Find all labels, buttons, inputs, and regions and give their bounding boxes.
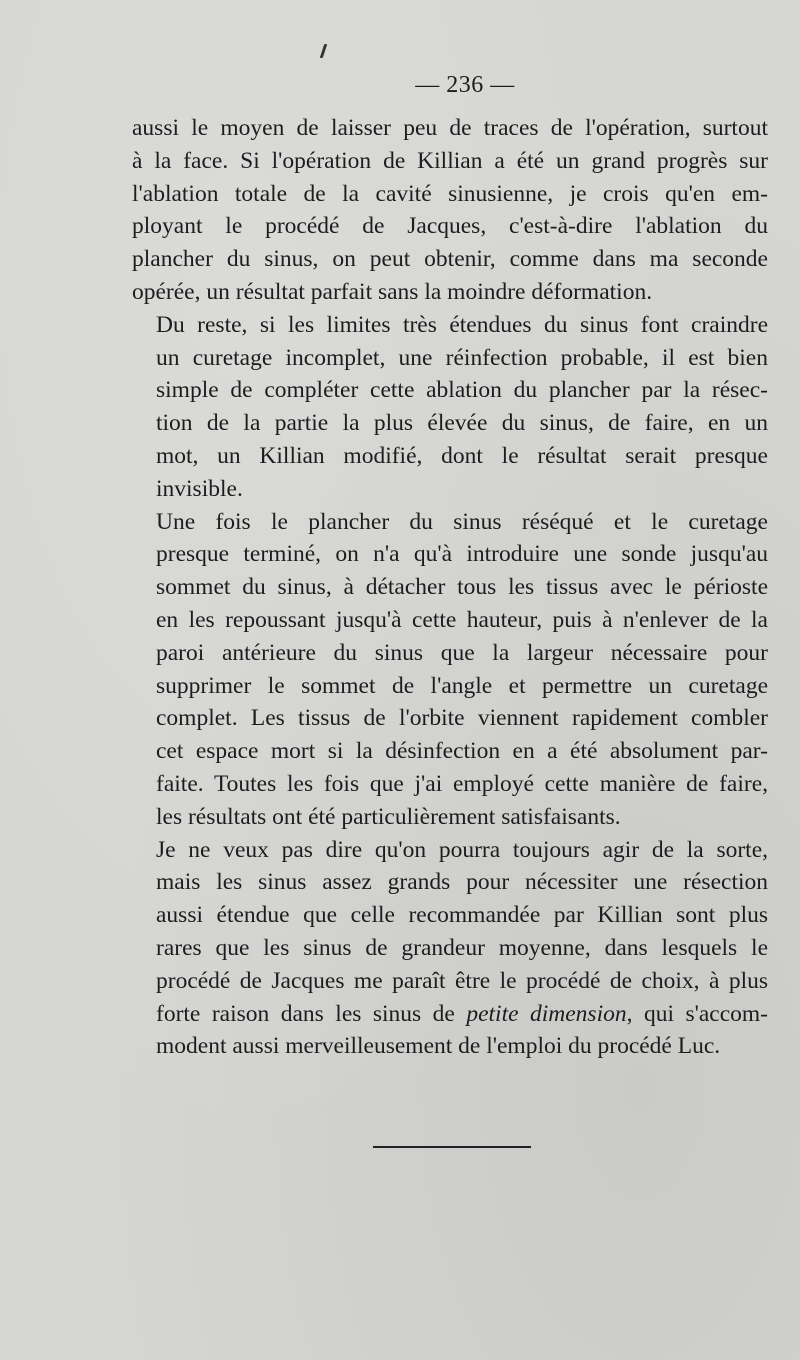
- text-line: procédé de Jacques me paraît être le procédé de choix, à plus: [156, 967, 768, 994]
- paragraph: [132, 309, 768, 506]
- text-line: aussi étendue que celle recommandée par Killian sont plus: [156, 902, 768, 929]
- text-line: supprimer le sommet de l'angle et permettre un curetage: [156, 672, 768, 699]
- paragraph: [132, 834, 768, 1064]
- text-line: invisible.: [156, 475, 243, 502]
- text-line: complet. Les tissus de l'orbite viennent rapidement combler: [156, 705, 768, 732]
- text-line: tion de la partie la plus élevée du sinus, de faire, en un: [156, 410, 768, 437]
- text-line: presque terminé, on n'a qu'à introduire une sonde jusqu'au: [156, 541, 768, 568]
- text-line: mais les sinus assez grands pour nécessiter une résection: [156, 869, 768, 896]
- text-line: les résultats ont été particulièrement satisfaisants.: [156, 803, 621, 830]
- text-line: l'ablation totale de la cavité sinusienne, je crois qu'en em-: [132, 180, 768, 207]
- text-line: faite. Toutes les fois que j'ai employé cette manière de faire,: [156, 770, 768, 797]
- text-line: à la face. Si l'opération de Killian a été un grand progrès sur: [132, 147, 768, 174]
- text-line: modent aussi merveilleusement de l'emploi du procédé Luc.: [156, 1033, 721, 1060]
- text-line: plancher du sinus, on peut obtenir, comme dans ma seconde: [132, 246, 768, 273]
- text-line: sommet du sinus, à détacher tous les tissus avec le périoste: [156, 574, 768, 601]
- italic-phrase: petite dimension: [466, 1000, 627, 1027]
- ink-speck: [320, 44, 328, 58]
- text-line: forte raison dans les sinus de petite dimension, qui s'accom-: [156, 1000, 768, 1027]
- text-line: paroi antérieure du sinus que la largeur nécessaire pour: [156, 639, 768, 666]
- text-line: mot, un Killian modifié, dont le résultat serait presque: [156, 442, 768, 469]
- text-line: cet espace mort si la désinfection en a été absolument par-: [156, 738, 768, 765]
- text-line: ployant le procédé de Jacques, c'est-à-dire l'ablation du: [132, 213, 768, 240]
- text-line: rares que les sinus de grandeur moyenne, dans lesquels le: [156, 934, 768, 961]
- paragraph: [132, 112, 768, 309]
- text-line: opérée, un résultat parfait sans la moindre déformation.: [132, 278, 653, 305]
- text-line: Une fois le plancher du sinus réséqué et le curetage: [156, 508, 768, 535]
- text-line: Je ne veux pas dire qu'on pourra toujours agir de la sorte,: [156, 836, 768, 863]
- paragraph: [132, 506, 768, 834]
- text-line: un curetage incomplet, une réinfection probable, il est bien: [156, 344, 768, 371]
- page-number: — 236 —: [415, 72, 515, 98]
- body-text: [132, 112, 768, 1063]
- text-line: aussi le moyen de laisser peu de traces de l'opération, surtout: [132, 115, 768, 141]
- text-line: simple de compléter cette ablation du plancher par la résec-: [156, 377, 768, 404]
- text-line: en les repoussant jusqu'à cette hauteur, puis à n'enlever de la: [156, 606, 768, 633]
- end-rule: [373, 1146, 531, 1148]
- text-line: Du reste, si les limites très étendues du sinus font craindre: [156, 311, 768, 338]
